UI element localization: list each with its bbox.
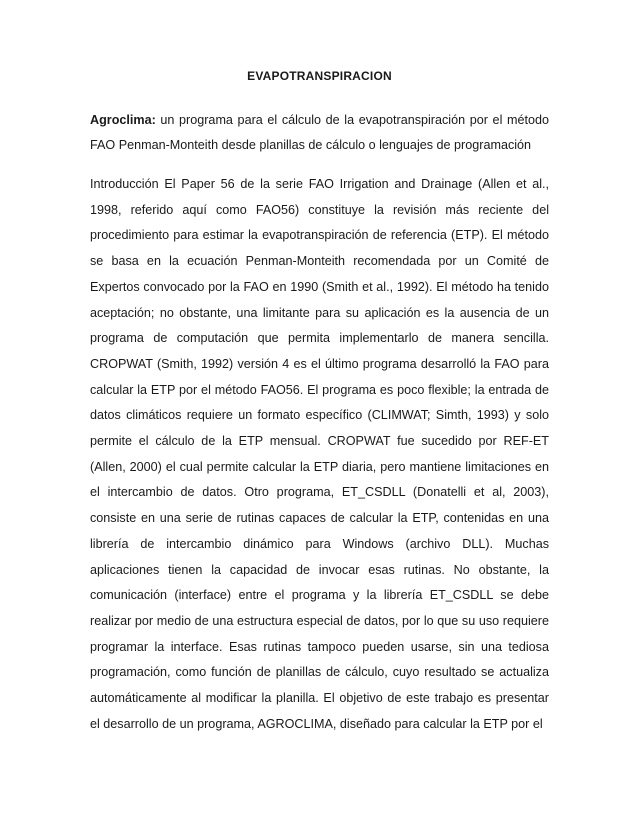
document-page bbox=[90, 60, 549, 737]
document-subtitle bbox=[90, 108, 549, 158]
subtitle-text: un programa para el cálculo de la evapotranspiración por el método FAO Penman-Monteith desde planillas de cálculo o lenguajes de programación bbox=[90, 113, 549, 152]
document-title: EVAPOTRANSPIRACION bbox=[247, 69, 392, 83]
body-paragraph: Introducción El Paper 56 de la serie FAO Irrigation and Drainage (Allen et al., 1998, referido aquí como FAO56) constituye la revisión más reciente del procedimiento para estimar la evapotranspiración de referencia (ETP). El método se basa en la ecuación Penman-Monteith recomendada por un Comité de Expertos convocado por la FAO en 1990 (Smith et al., 1992). El método ha tenido aceptación; no obstante, una limitante para su aplicación es la ausencia de un programa de computación que permita implementarlo de manera sencilla. CROPWAT (Smith, 1992) versión 4 es el último programa desarrolló la FAO para calcular la ETP por el método FAO56. El programa es poco flexible; la entrada de datos climáticos requiere un formato específico (CLIMWAT; Simth, 1993) y solo permite el cálculo de la ETP mensual. CROPWAT fue sucedido por REF-ET (Allen, 2000) el cual permite calcular la ETP diaria, pero mantiene limitaciones en el intercambio de datos. Otro programa, ET_CSDLL (Donatelli et al, 2003), consiste en una serie de rutinas capaces de calcular la ETP, contenidas en una librería de intercambio dinámico para Windows (archivo DLL). Muchas aplicaciones tienen la capacidad de invocar esas rutinas. No obstante, la comunicación (interface) entre el programa y la librería ET_CSDLL se debe realizar por medio de una estructura especial de datos, por lo que su uso requiere programar la interface. Esas rutinas tampoco pueden usarse, sin una tediosa programación, como función de planillas de cálculo, cuyo resultado se actualiza automáticamente al modificar la planilla. El objetivo de este trabajo es presentar el desarrollo de un programa, AGROCLIMA, diseñado para calcular la ETP por el bbox=[90, 177, 549, 731]
subtitle-lead: Agroclima: bbox=[90, 113, 156, 127]
